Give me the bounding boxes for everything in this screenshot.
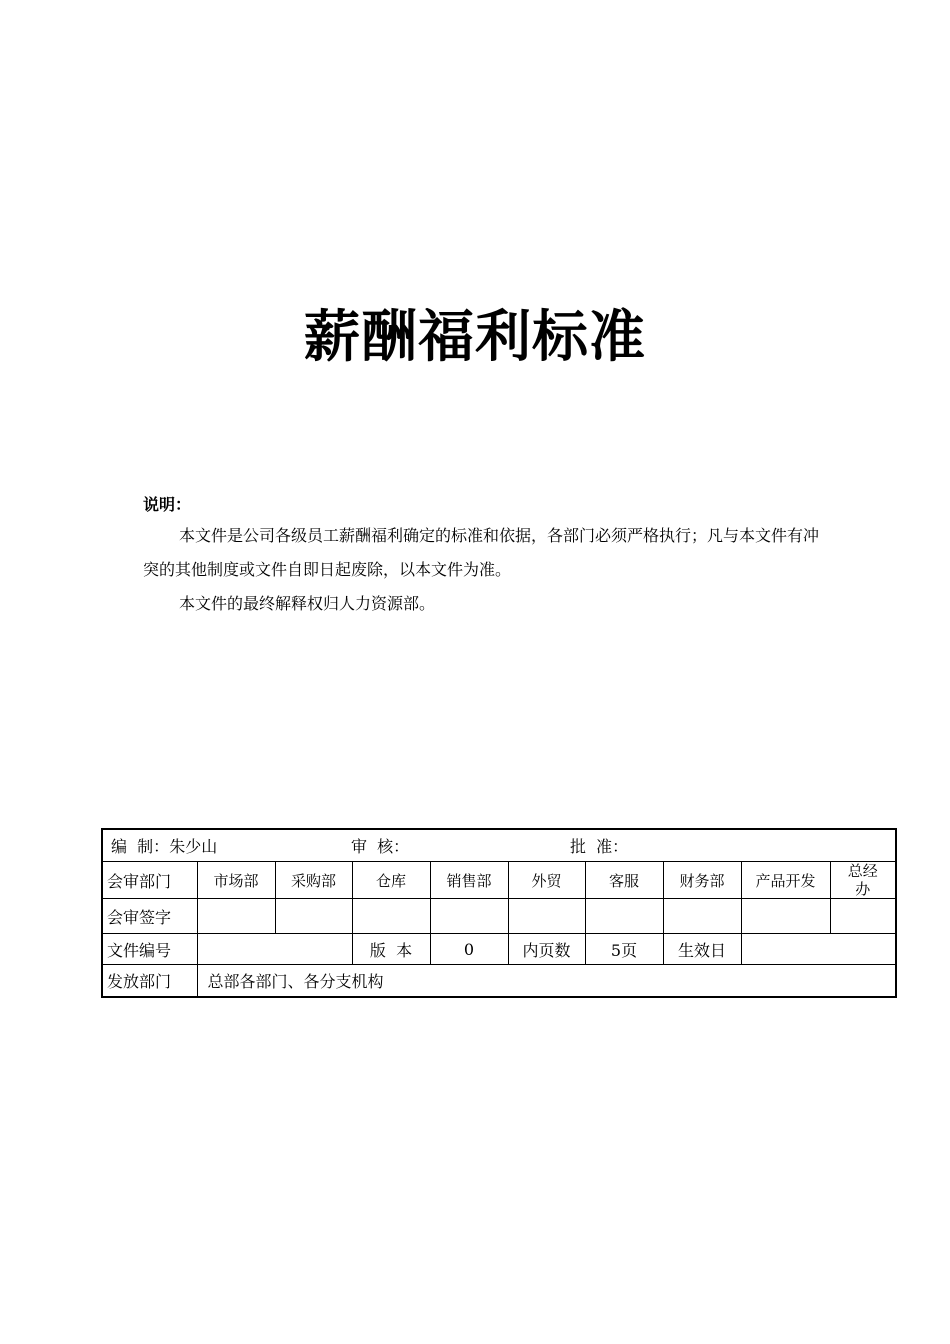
sign-cell[interactable] <box>741 899 830 934</box>
dept-purchasing: 采购部 <box>275 862 352 899</box>
signoff-row <box>102 829 896 862</box>
prepared-by-value: 朱少山 <box>169 837 218 856</box>
signoff-cell <box>102 829 896 862</box>
effective-date-value <box>741 934 896 965</box>
sign-cell[interactable] <box>663 899 741 934</box>
note-label: 说明： <box>143 495 192 514</box>
version-label: 版 本 <box>352 934 430 965</box>
sign-cell[interactable] <box>197 899 275 934</box>
paragraph-scope: 本文件是公司各级员工薪酬福利确定的标准和依据，各部门必须严格执行；凡与本文件有冲突的其他制度或文件自即日起废除，以本文件为准。 <box>143 526 820 579</box>
dept-customer-service: 客服 <box>585 862 663 899</box>
dept-marketing: 市场部 <box>197 862 275 899</box>
sign-cell[interactable] <box>508 899 585 934</box>
doc-number-label: 文件编号 <box>102 934 197 965</box>
distribution-label: 发放部门 <box>102 965 197 998</box>
version-value: 0 <box>430 934 508 965</box>
pages-label: 内页数 <box>508 934 585 965</box>
approval-table <box>101 828 897 998</box>
review-sign-label: 会审签字 <box>102 899 197 934</box>
sign-cell[interactable] <box>275 899 352 934</box>
review-departments-row <box>102 862 896 899</box>
approver-label: 批 准： <box>570 837 629 856</box>
review-signature-row <box>102 899 896 934</box>
dept-finance: 财务部 <box>663 862 741 899</box>
doc-number-value <box>197 934 352 965</box>
reviewer-label: 审 核： <box>351 837 410 856</box>
dept-foreign-trade: 外贸 <box>508 862 585 899</box>
sign-cell[interactable] <box>352 899 430 934</box>
dept-warehouse: 仓库 <box>352 862 430 899</box>
review-depts-label: 会审部门 <box>102 862 197 899</box>
distribution-value: 总部各部门、各分支机构 <box>197 965 896 998</box>
effective-date-label: 生效日 <box>663 934 741 965</box>
sign-cell[interactable] <box>585 899 663 934</box>
prepared-by-label: 编 制： <box>111 837 170 856</box>
sign-cell[interactable] <box>430 899 508 934</box>
document-title: 薪酬福利标准 <box>304 305 646 370</box>
sign-cell[interactable] <box>830 899 896 934</box>
pages-value: 5页 <box>585 934 663 965</box>
dept-general-office: 总经办 <box>830 862 896 899</box>
dept-sales: 销售部 <box>430 862 508 899</box>
distribution-row <box>102 965 896 998</box>
dept-product-development: 产品开发 <box>741 862 830 899</box>
document-info-row <box>102 934 896 965</box>
paragraph-interpretation: 本文件的最终解释权归人力资源部。 <box>179 594 436 613</box>
